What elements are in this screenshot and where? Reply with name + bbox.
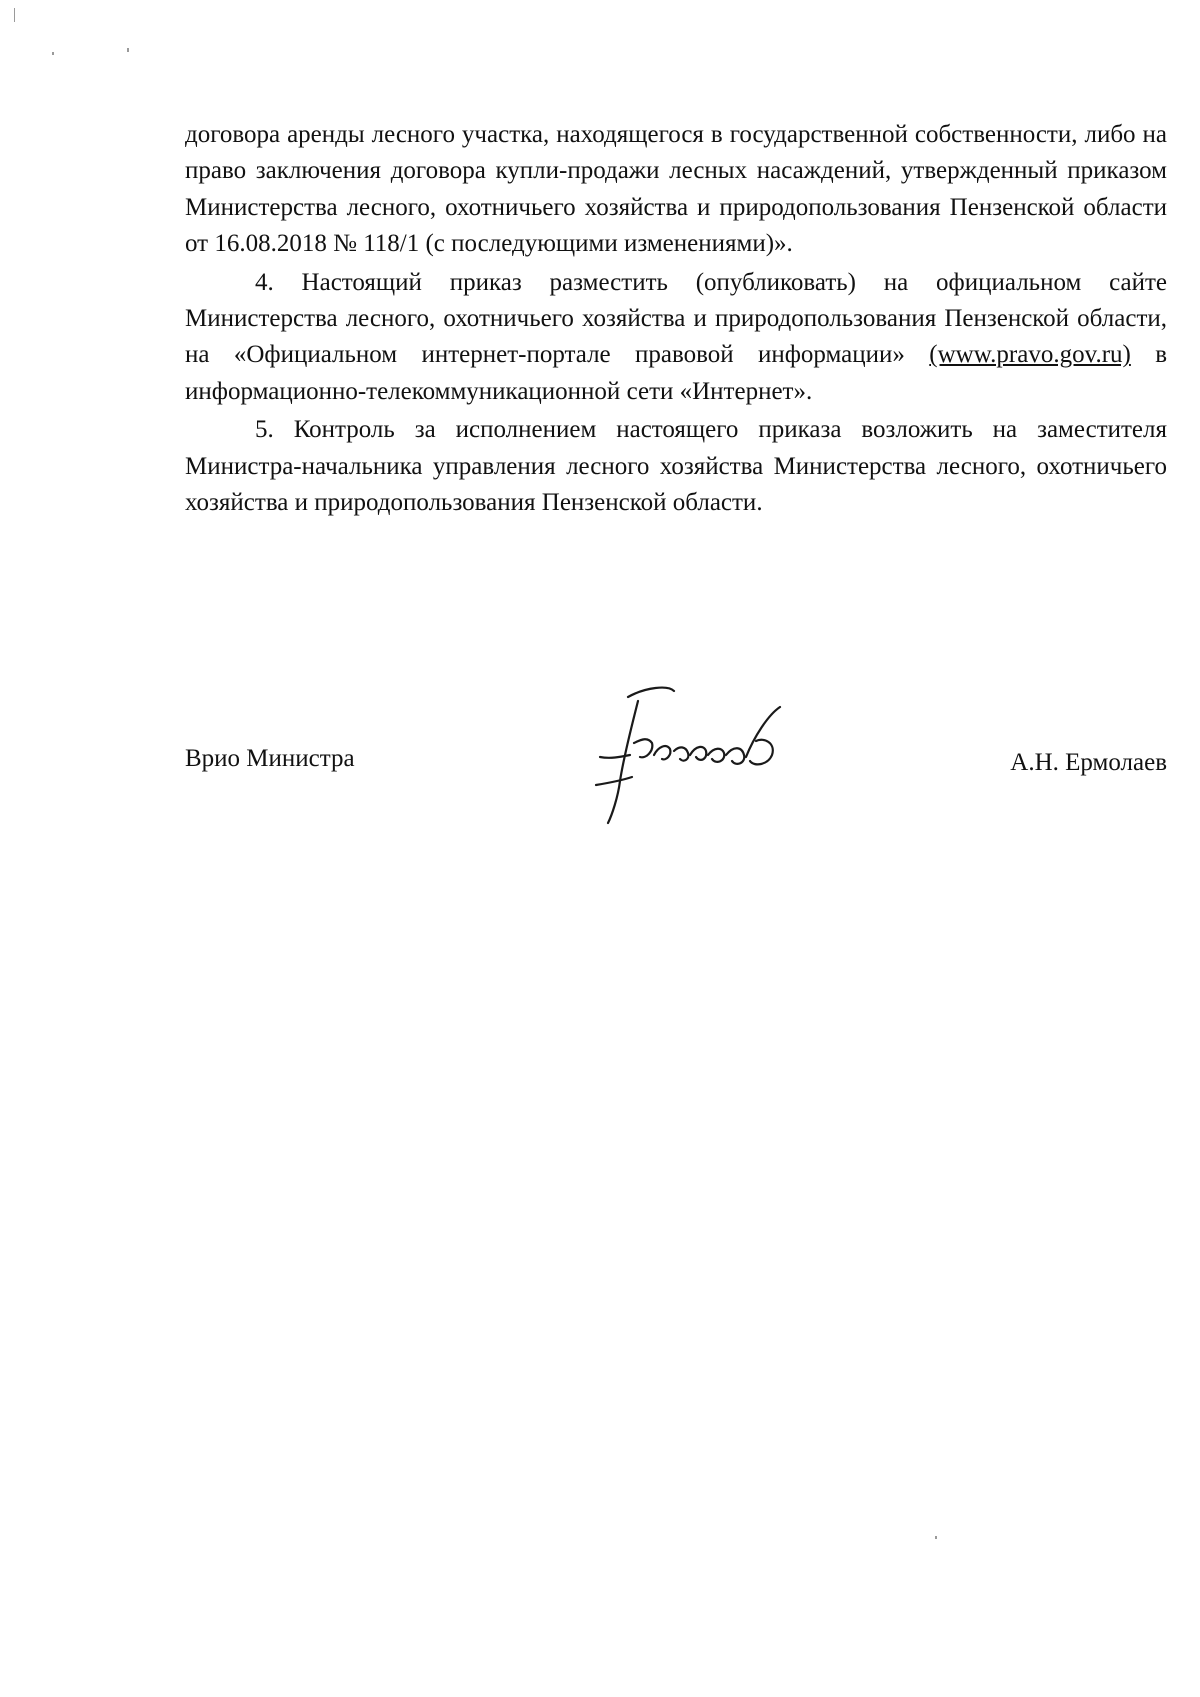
- paragraph-text: 4. Настоящий приказ разместить (опубликовать) на официальном сайте Министерства лесного, охотничьего хозяйства и природопользования Пензенской области, на «Официальном интернет-портале правовой информации»: [185, 268, 1167, 369]
- document-body: [185, 117, 1167, 523]
- paragraph-text: договора аренды лесного участка, находящегося в государственной собственности, либо на право заключения договора купли-продажи лесных насаждений, утвержденный приказом Министерства лесного, охотничьего хозяйства и природопользования Пензенской области от 16.08.2018 № 118/1 (с последующими изменениями)».: [185, 121, 1167, 258]
- paragraph-continuation: [185, 117, 1167, 263]
- signatory-title: Врио Министра: [185, 745, 355, 772]
- scan-mark: [14, 8, 15, 22]
- paragraph-item-5: [185, 412, 1167, 521]
- signature-block: [185, 685, 1167, 845]
- signatory-name: А.Н. Ермолаев: [1010, 749, 1167, 776]
- paragraph-text: 5. Контроль за исполнением настоящего приказа возложить на заместителя Министра-начальника управления лесного хозяйства Министерства лесного, охотничьего хозяйства и природопользования Пензенской области.: [185, 416, 1167, 517]
- scan-mark: [127, 48, 129, 52]
- scan-mark: [52, 52, 54, 55]
- website-link[interactable]: (www.pravo.gov.ru): [929, 341, 1131, 369]
- paragraph-text: в информационно-телекоммуникационной сети «Интернет».: [185, 341, 1167, 405]
- scan-mark: [935, 1536, 937, 1539]
- handwritten-signature: [550, 685, 810, 835]
- paragraph-item-4: [185, 265, 1167, 411]
